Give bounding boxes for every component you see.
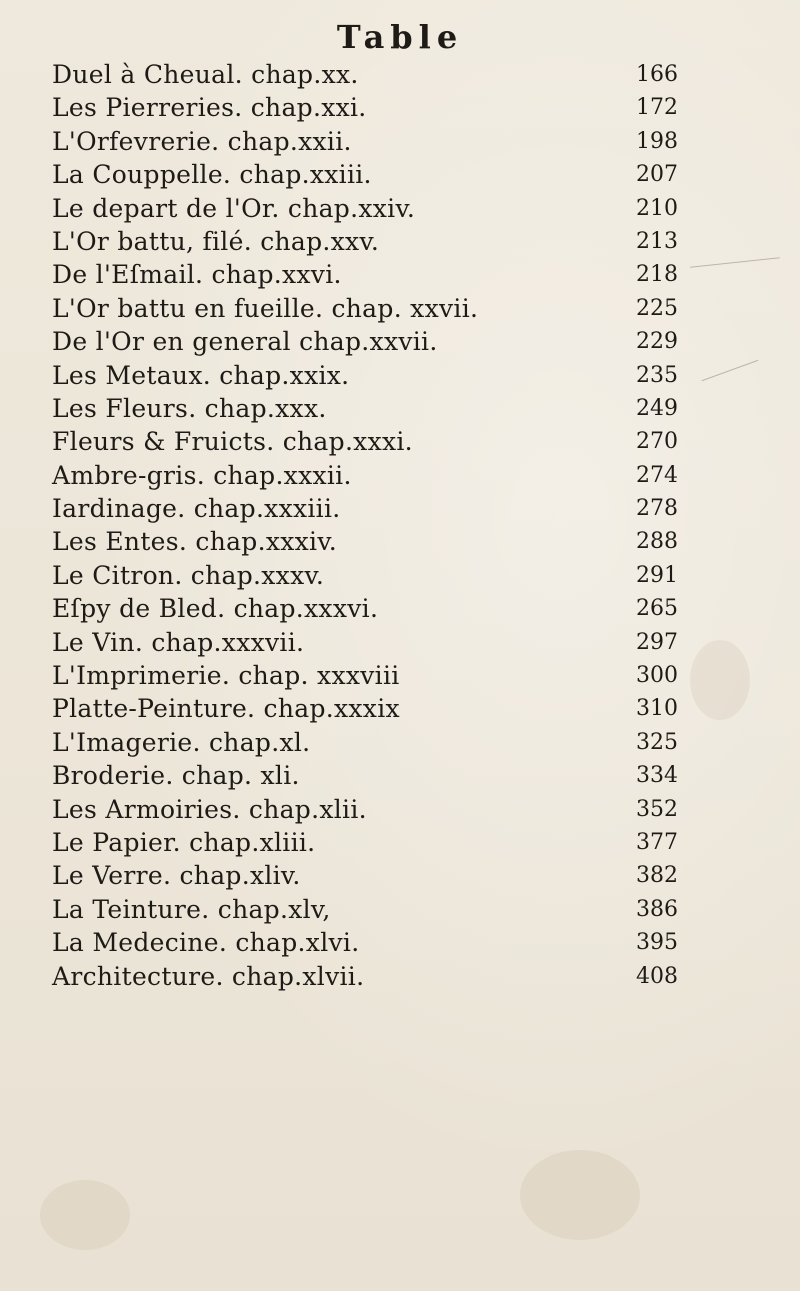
toc-entry-title: Le Citron. chap.xxxv. (52, 560, 325, 590)
toc-entry (52, 859, 692, 892)
toc-entry (52, 158, 692, 191)
toc-entry-title: L'Imprimerie. chap. xxxviii (52, 661, 400, 691)
toc-entry-page-number: 395 (636, 930, 678, 956)
toc-entry (52, 726, 692, 759)
toc-entry-title: La Couppelle. chap.xxiii. (52, 160, 372, 190)
toc-entry-title: Eſpy de Bled. chap.xxxvi. (52, 594, 379, 624)
toc-entry-page-number: 334 (636, 763, 678, 789)
toc-entry-title: Iardinage. chap.xxxiii. (52, 494, 341, 524)
table-of-contents (52, 58, 692, 993)
toc-entry (52, 258, 692, 291)
toc-entry-page-number: 274 (636, 462, 678, 488)
toc-entry-page-number: 235 (636, 362, 678, 388)
toc-entry (52, 826, 692, 859)
toc-entry-page-number: 172 (636, 95, 678, 121)
toc-entry (52, 125, 692, 158)
toc-entry-title: Le Papier. chap.xliii. (52, 827, 316, 857)
toc-entry-title: De l'Or en general chap.xxvii. (52, 327, 438, 357)
toc-entry (52, 192, 692, 225)
toc-entry-page-number: 210 (636, 195, 678, 221)
paper-stain (690, 640, 750, 720)
toc-entry (52, 659, 692, 692)
toc-entry-page-number: 408 (636, 963, 678, 989)
toc-entry (52, 926, 692, 959)
toc-entry-title: Le Vin. chap.xxxvii. (52, 627, 305, 657)
toc-entry (52, 58, 692, 91)
toc-entry-page-number: 166 (636, 62, 678, 87)
toc-entry-page-number: 291 (636, 562, 678, 588)
toc-entry-title: L'Orfevrerie. chap.xxii. (52, 126, 352, 156)
toc-entry-title: Les Metaux. chap.xxix. (52, 360, 350, 390)
toc-entry-page-number: 386 (636, 896, 678, 922)
toc-entry (52, 459, 692, 492)
toc-entry-title: L'Or battu, filé. chap.xxv. (52, 226, 380, 256)
toc-entry-page-number: 207 (636, 162, 678, 188)
toc-entry-page-number: 218 (636, 262, 678, 288)
toc-entry-title: Ambre-gris. chap.xxxii. (52, 460, 352, 490)
toc-entry-page-number: 377 (636, 829, 678, 855)
toc-entry-title: Les Entes. chap.xxxiv. (52, 527, 338, 557)
toc-entry (52, 960, 692, 993)
toc-entry-title: Fleurs & Fruicts. chap.xxxi. (52, 427, 413, 457)
toc-entry-page-number: 382 (636, 863, 678, 889)
toc-entry-page-number: 288 (636, 529, 678, 555)
paper-crease (690, 257, 780, 267)
page-header: Table (336, 18, 464, 56)
toc-entry (52, 559, 692, 592)
toc-entry-page-number: 278 (636, 496, 678, 522)
toc-entry-page-number: 352 (636, 796, 678, 822)
toc-entry (52, 325, 692, 358)
toc-entry (52, 759, 692, 792)
toc-entry-title: Le Verre. chap.xliv. (52, 861, 301, 891)
toc-entry (52, 492, 692, 525)
toc-entry (52, 392, 692, 425)
toc-entry-title: Duel à Cheual. chap.xx. (52, 60, 359, 89)
paper-crease (702, 360, 759, 381)
toc-entry-title: Les Armoiries. chap.xlii. (52, 794, 367, 824)
toc-entry-title: Platte-Peinture. chap.xxxix (52, 694, 400, 724)
toc-entry (52, 292, 692, 325)
toc-entry-page-number: 225 (636, 295, 678, 321)
toc-entry-title: La Teinture. chap.xlv, (52, 894, 331, 924)
toc-entry-title: L'Imagerie. chap.xl. (52, 727, 311, 757)
toc-entry (52, 91, 692, 124)
paper-stain (40, 1180, 130, 1250)
toc-entry-page-number: 265 (636, 596, 678, 622)
toc-entry (52, 592, 692, 625)
toc-entry-page-number: 325 (636, 729, 678, 755)
toc-entry-title: De l'Eſmail. chap.xxvi. (52, 260, 342, 290)
toc-entry (52, 626, 692, 659)
toc-entry (52, 359, 692, 392)
toc-entry-title: Les Pierreries. chap.xxi. (52, 93, 367, 123)
paper-stain (520, 1150, 640, 1240)
toc-entry-page-number: 213 (636, 228, 678, 254)
toc-entry (52, 525, 692, 558)
toc-entry-page-number: 249 (636, 395, 678, 421)
toc-entry (52, 793, 692, 826)
toc-entry-title: L'Or battu en fueille. chap. xxvii. (52, 293, 479, 323)
toc-entry-title: Le depart de l'Or. chap.xxiv. (52, 193, 416, 223)
toc-entry-title: La Medecine. chap.xlvi. (52, 928, 360, 958)
toc-entry-title: Les Fleurs. chap.xxx. (52, 393, 327, 423)
toc-entry-page-number: 297 (636, 629, 678, 655)
toc-entry (52, 225, 692, 258)
toc-entry-title: Architecture. chap.xlvii. (52, 961, 365, 991)
toc-entry (52, 893, 692, 926)
toc-entry-page-number: 270 (636, 429, 678, 455)
toc-entry-title: Broderie. chap. xli. (52, 761, 300, 791)
toc-entry (52, 425, 692, 458)
toc-entry-page-number: 198 (636, 128, 678, 154)
toc-entry-page-number: 229 (636, 329, 678, 355)
toc-entry-page-number: 300 (636, 663, 678, 689)
toc-entry-page-number: 310 (636, 696, 678, 722)
toc-entry (52, 692, 692, 725)
